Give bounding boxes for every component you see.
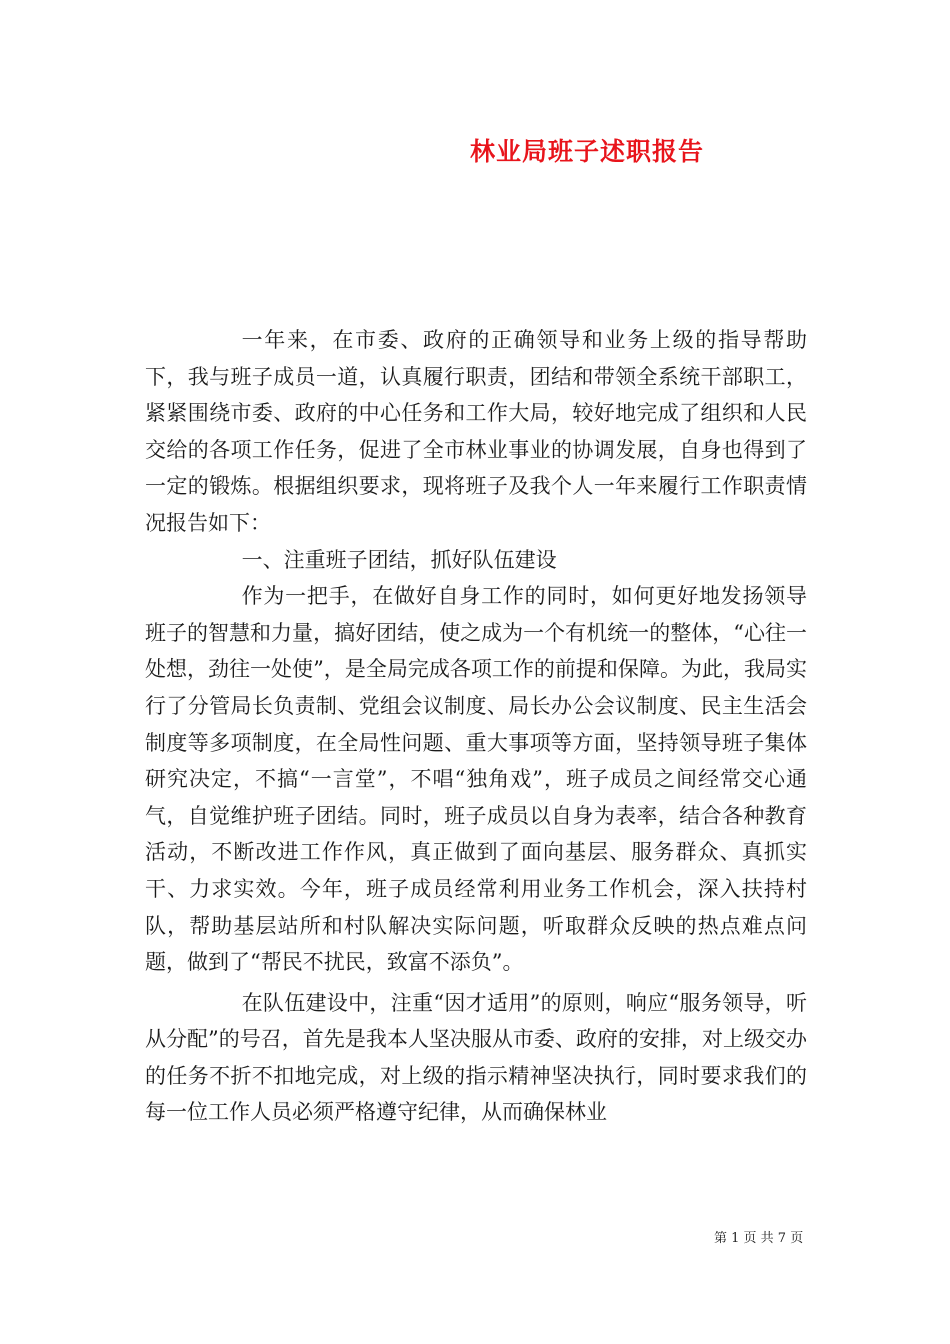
paragraph-unity: 作为一把手，在做好自身工作的同时，如何更好地发扬领导班子的智慧和力量，搞好团结，使之成为一个有机统一的整体，“心往一处想，劲往一处使”，是全局完成各项工作的前提和保障。为此，我局实行了分管局长负责制、党组会议制度、局长办公会议制度、民主生活会制度等多项制度，在全局性问题、重大事项等方面，坚持领导班子集体研究决定，不搞“一言堂”，不唱“独角戏”，班子成员之间经常交心通气，自觉维护班子团结。同时，班子成员以自身为表率，结合各种教育活动，不断改进工作作风，真正做到了面向基层、服务群众、真抓实干、力求实效。今年，班子成员经常利用业务工作机会，深入扶持村队，帮助基层站所和村队解决实际问题，听取群众反映的热点难点问题，做到了“帮民不扰民，致富不添负”。 [145, 584, 807, 975]
paragraph-team-building: 在队伍建设中，注重“因才适用”的原则，响应“服务领导，听从分配”的号召，首先是我本人坚决服从市委、政府的安排，对上级交办的任务不折不扣地完成，对上级的指示精神坚决执行，同时要求我们的每一位工作人员必须严格遵守纪律，从而确保林业 [145, 990, 807, 1125]
document-body [145, 322, 807, 1131]
document-title: 林业局班子述职报告 [470, 137, 705, 166]
paragraph-intro: 一年来，在市委、政府的正确领导和业务上级的指导帮助下，我与班子成员一道，认真履行职责，团结和带领全系统干部职工，紧紧围绕市委、政府的中心任务和工作大局，较好地完成了组织和人民交给的各项工作任务，促进了全市林业事业的协调发展，自身也得到了一定的锻炼。根据组织要求，现将班子及我个人一年来履行工作职责情况报告如下： [145, 328, 807, 535]
page-number: 第 1 页 共 7 页 [714, 1231, 804, 1246]
section-heading-1: 一、注重班子团结，抓好队伍建设 [241, 547, 557, 572]
